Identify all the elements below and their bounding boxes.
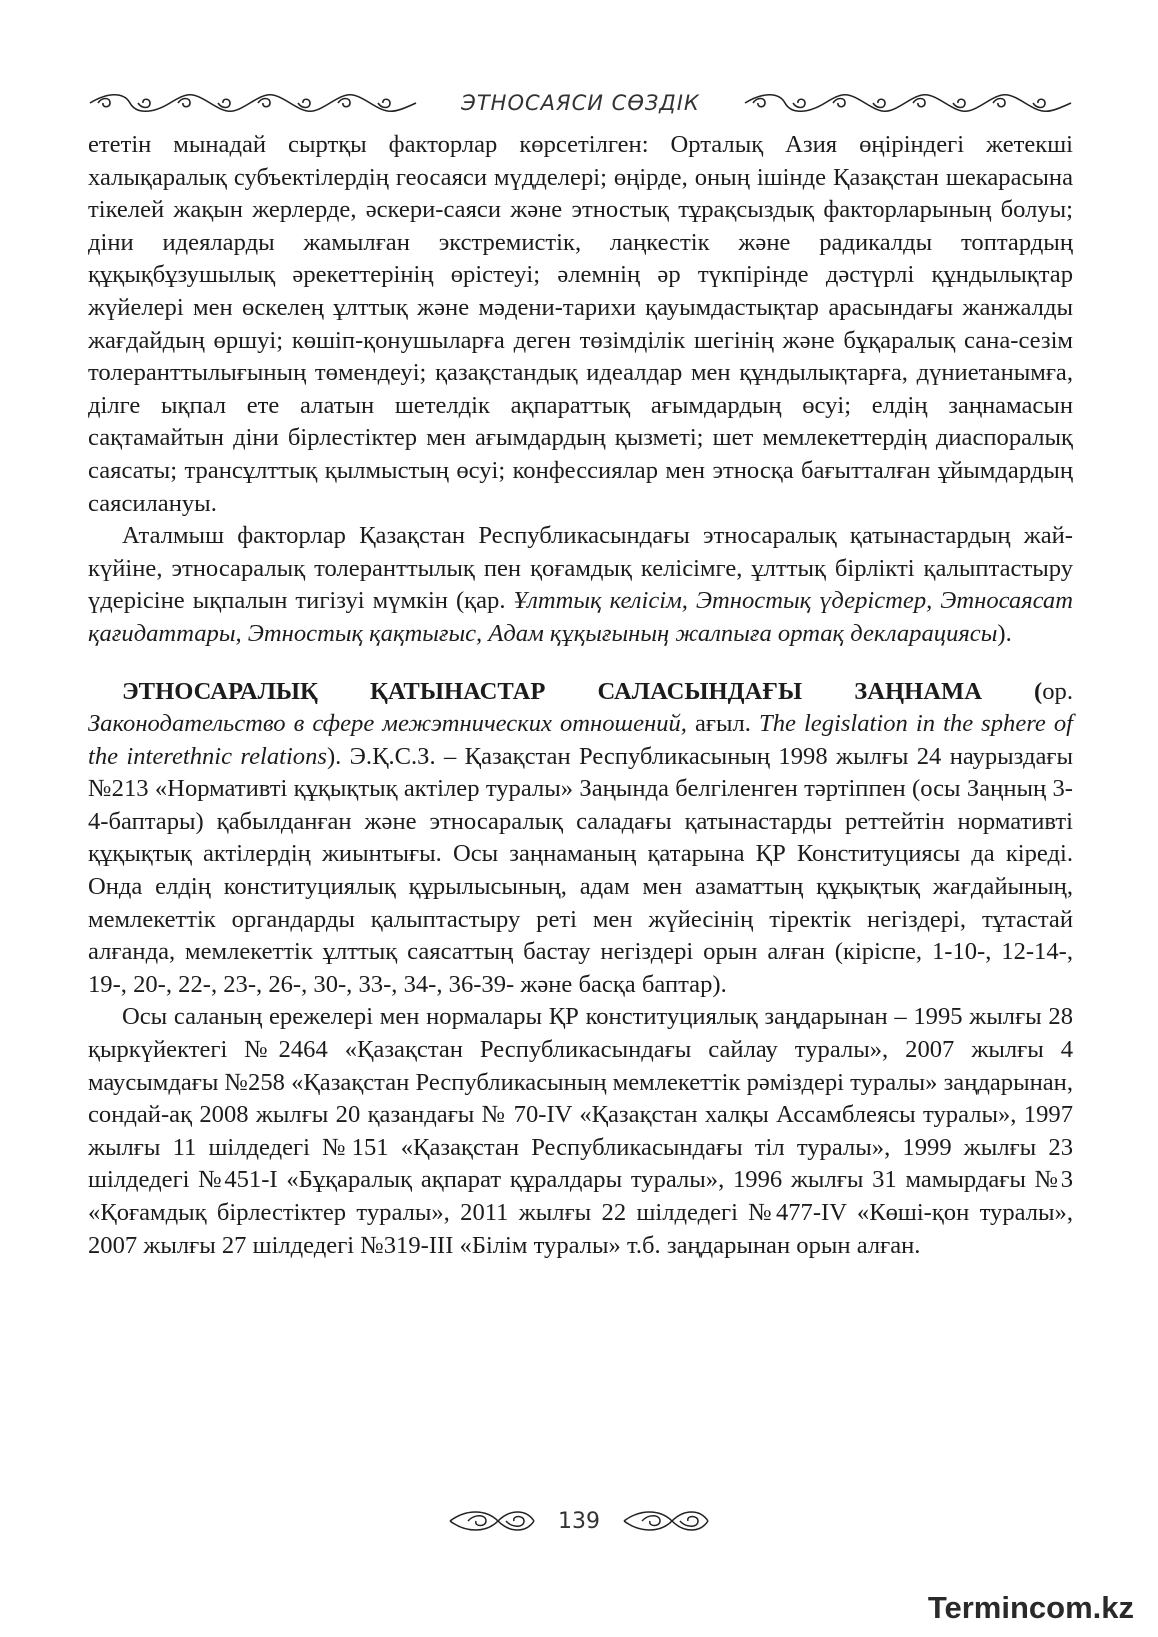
italic-text: Законодательство в сфере межэтнических отношений, <box>88 710 687 738</box>
page-footer <box>0 1503 1158 1539</box>
page-body <box>88 129 1073 1262</box>
watermark-text: Termincom.kz <box>927 1590 1134 1625</box>
paragraph <box>88 1001 1073 1262</box>
italic-text: The legislation in the sphere of the interethnic relations <box>88 710 1074 770</box>
vine-scroll-icon <box>743 90 1073 116</box>
flourish-icon <box>620 1507 712 1535</box>
text-run: ағыл. <box>686 710 760 738</box>
italic-text: Ұлттық келісім, Этностық үдерістер, Этносаясат қағидаттары, Этностық қақтығыс, Адам құқығының жалпыға ортақ декларациясы <box>88 587 1073 647</box>
dictionary-entry <box>88 676 1073 1002</box>
vine-scroll-icon <box>88 90 418 116</box>
page-number: 139 <box>558 1508 600 1534</box>
text-run: ор. <box>1042 677 1073 705</box>
text-run: Осы саланың ережелері мен нормалары ҚР конституциялық заңдарынан – 1995 жылғы 28 қыркүйектегі №2464 «Қазақстан Республикасындағы сайлау туралы», 2007 жылғы 4 маусымдағы №258 «Қазақстан Республикасының мемлекеттік рәміздері туралы» заңдарынан, сондай-ақ 2008 жылғы 20 қазандағы № 70-IV «Қазақстан халқы Ассамблеясы туралы», 1997 жылғы 11 шілдедегі №151 «Қазақстан Республикасындағы тіл туралы», 1999 жылғы 23 шілдедегі №451-I «Бұқаралық ақпарат құралдары туралы», 1996 жылғы 31 мамырдағы №3 «Қоғамдық бірлестіктер туралы», 2011 жылғы 22 шілдедегі №477-IV «Көші-қон туралы», 2007 жылғы 27 шілдедегі №319-III «Білім туралы» т.б. заңдарынан орын алған. <box>88 1003 1073 1259</box>
entry-term: ЭТНОСАРАЛЫҚ ҚАТЫНАСТАР САЛАСЫНДАҒЫ ЗАҢНАМА ( <box>122 677 1043 705</box>
text-run: ). Э.Қ.С.З. – Қазақстан Республикасының 1998 жылғы 24 наурыздағы №213 «Нормативті құқықтық актілер туралы» Заңында белгіленген тәртіппен (осы Заңның 3-4-баптары) қабылданған және этносаралық саладағы қатынастарды реттейтін нормативті құқықтық актілердің жиынтығы. Осы заңнаманың қатарына ҚР Конституциясы да кіреді. Онда елдің конституциялық құрылысының, адам мен азаматтың құқықтық жағдайының, мемлекеттік органдарды қалыптастыру реті мен жүйесінің тіректік негіздері, тұтастай алғанда, мемлекеттік ұлттық саясаттың бастау негіздері орын алған (кіріспе, 1-10-, 12-14-, 19-, 20-, 22-, 23-, 26-, 30-, 33-, 34-, 36-39- және басқа баптар). <box>88 742 1073 998</box>
flourish-icon <box>446 1507 538 1535</box>
text-run: Аталмыш факторлар Қазақстан Республикасындағы этносаралық қатынастардың жай-күйіне, этносаралық толеранттылық пен қоғамдық келісімге, ұлттық бірлікті қалыптастыру үдерісіне ықпалын тигізуі мүмкін (қар. <box>88 522 1073 615</box>
paragraph <box>88 129 1073 520</box>
text-run: ететін мынадай сыртқы факторлар көрсетілген: Орталық Азия өңіріндегі жетекші халықаралық субъектілердің геосаяси мүдделері; өңірде, оның ішінде Қазақстан шекарасына тікелей жақын жерлерде, әскери-саяси және этностық тұрақсыздық факторларының болуы; діни идеяларды жамылған экстремистік, лаңкестік және радикалды топтардың құқықбұзушылық әрекеттерінің өрістеуі; әлемнің әр түкпірінде дәстүрлі құндылықтар жүйелері мен өскелең ұлттық және мәдени-тарихи қауымдастықтар арасындағы жанжалды жағдайдың өршуі; көшіп-қонушыларға деген төзімділік шегінің және бұқаралық сана-сезім толеранттылығының төмендеуі; қазақстандық идеалдар мен құндылықтарға, дүниетанымға, ділге ықпал ете алатын шетелдік ақпараттық ағымдардың өсуі; елдің заңнамасын сақтамайтын діни бірлестіктер мен ағымдардың қызметі; шет мемлекеттердің диаспоралық саясаты; трансұлттық қылмыстың өсуі; конфессиялар мен этносқа бағытталған ұйымдардың саясилануы. <box>88 131 1073 517</box>
watermark <box>928 1588 1134 1628</box>
paragraph <box>88 520 1073 650</box>
running-header-title: ЭТНОСАЯСИ СӨЗДІК <box>461 91 700 115</box>
running-header <box>88 86 1073 120</box>
text-run: ). <box>997 619 1012 647</box>
